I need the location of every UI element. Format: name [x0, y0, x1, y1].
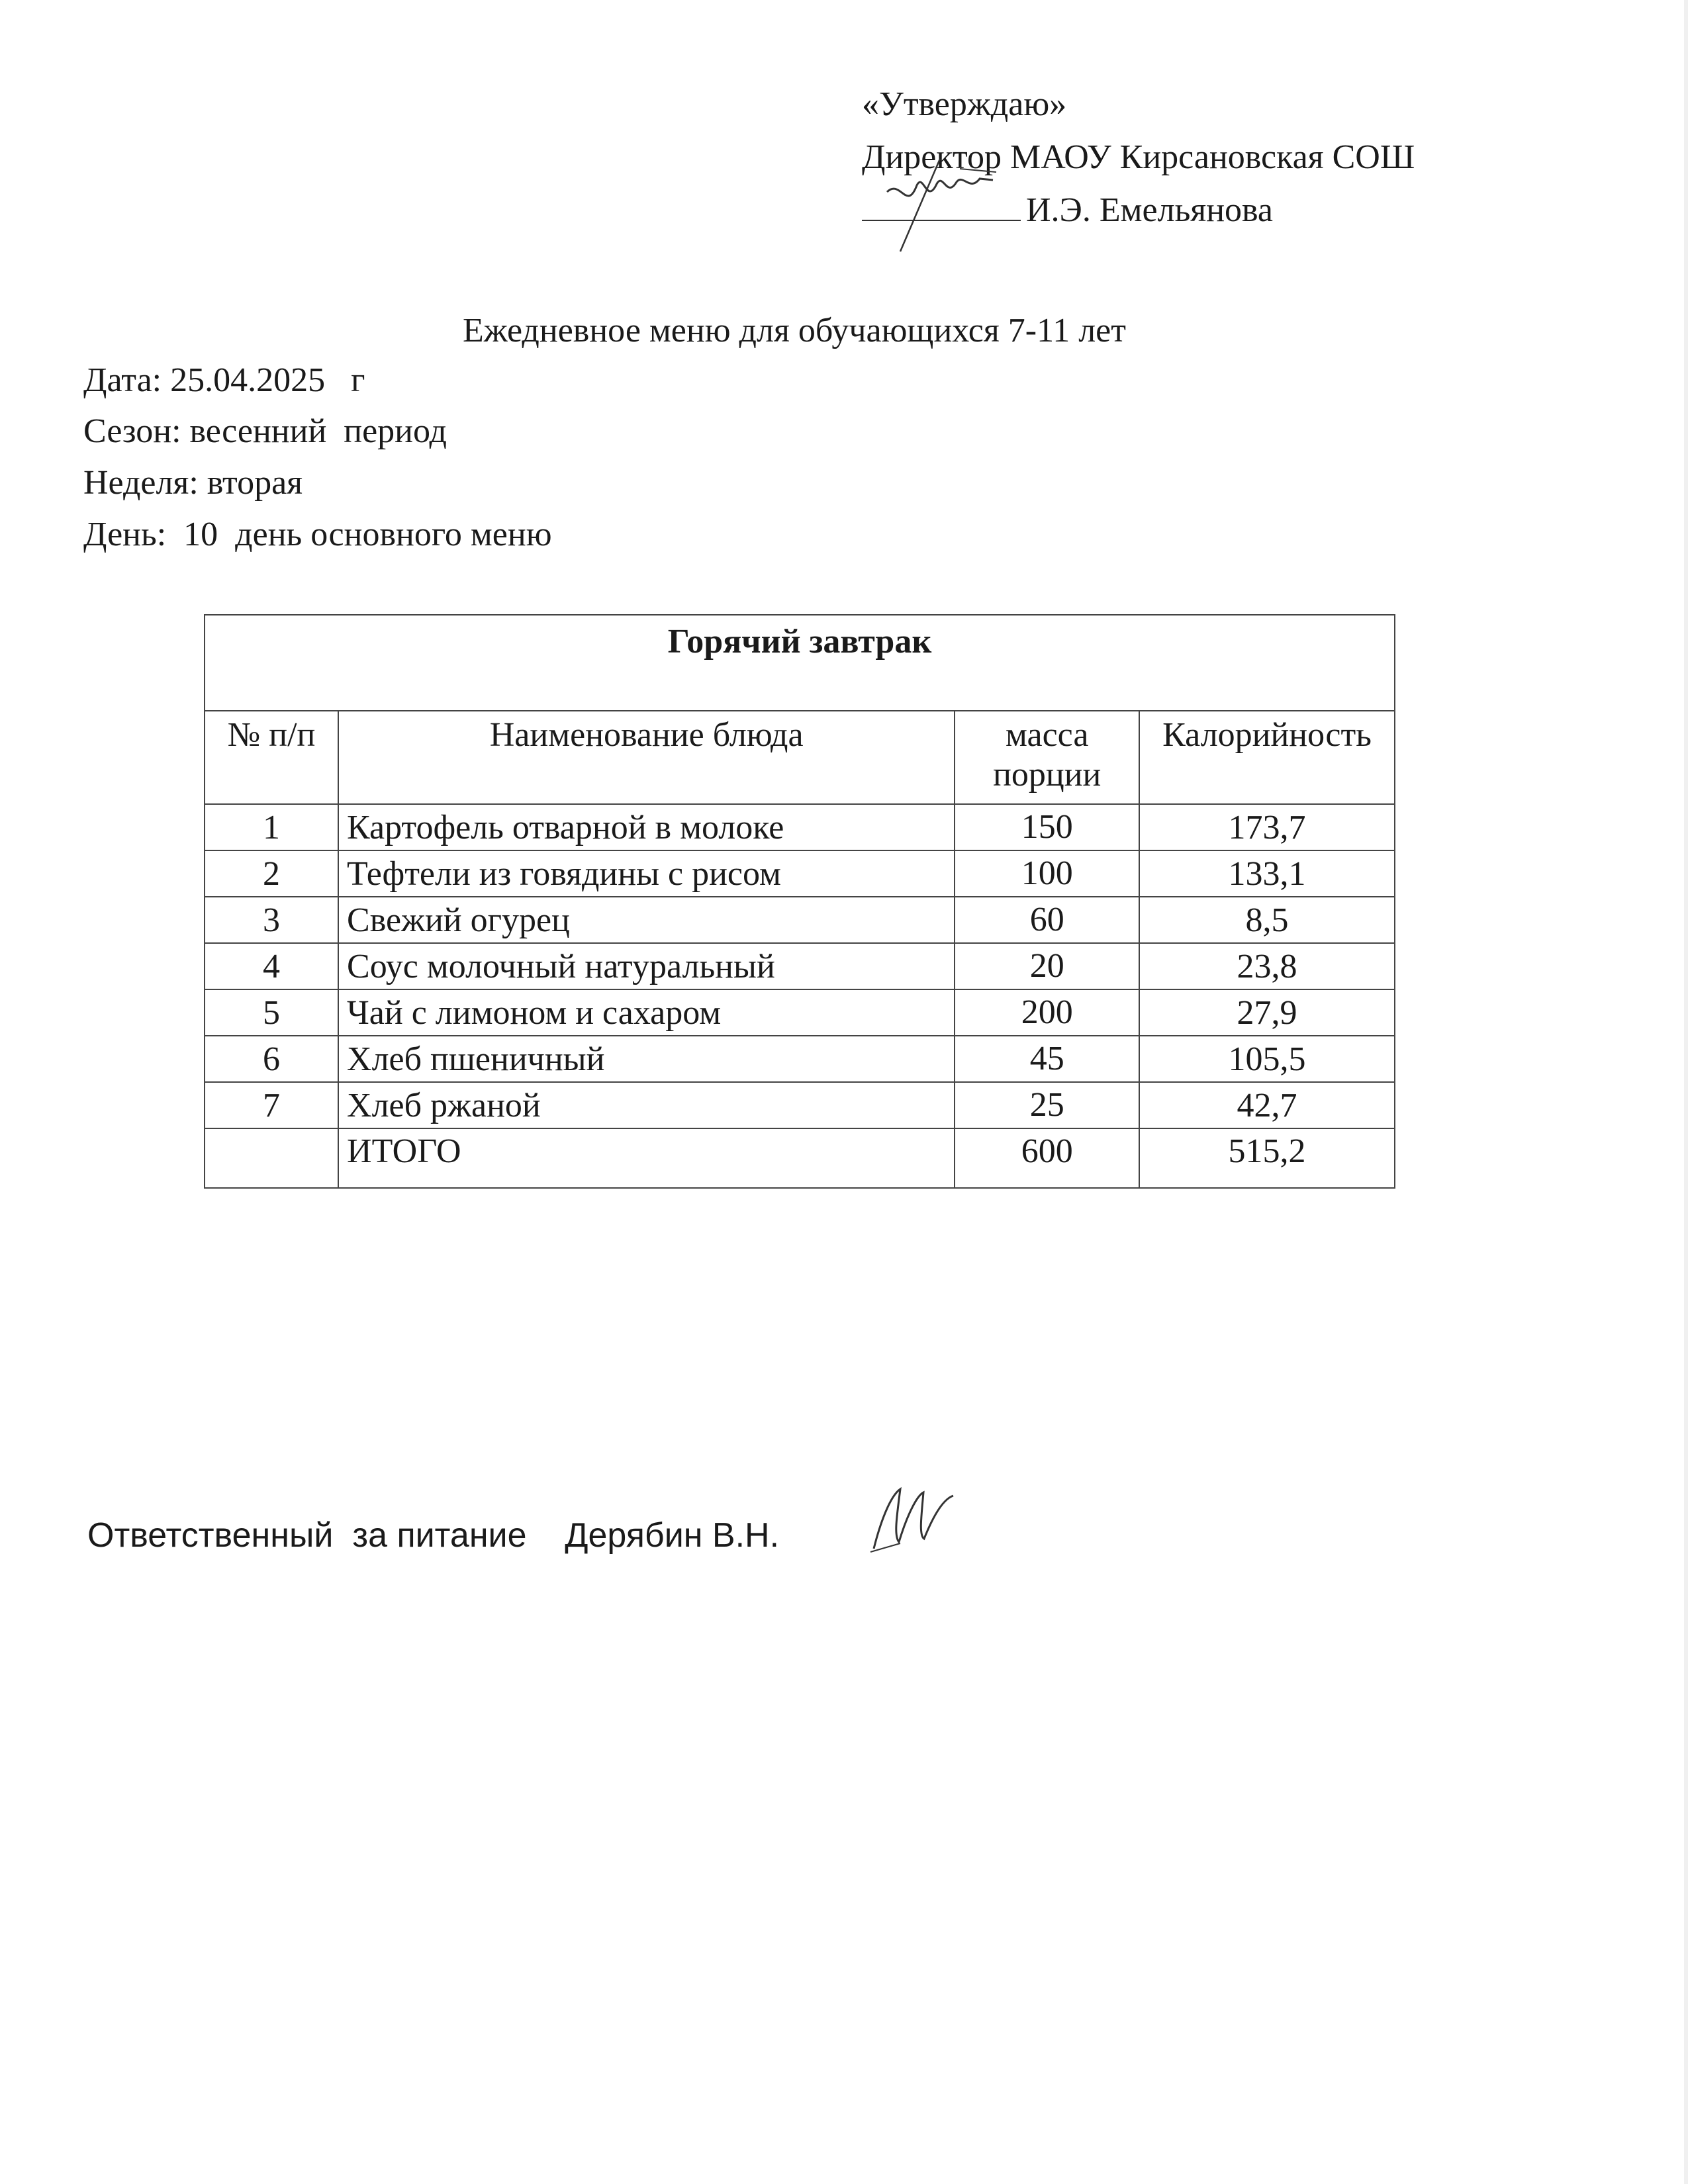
- table-row: [205, 850, 1395, 897]
- menu-table: [204, 614, 1395, 1189]
- row-mass: 45: [955, 1036, 1139, 1082]
- table-row: [205, 1082, 1395, 1128]
- approval-heading: «Утверждаю»: [862, 85, 1067, 123]
- row-mass: 200: [955, 989, 1139, 1036]
- row-num: 2: [205, 850, 338, 897]
- row-kcal: 27,9: [1139, 989, 1395, 1036]
- header-kcal: Калорийность: [1139, 711, 1395, 804]
- row-name: Картофель отварной в молоке: [338, 804, 955, 850]
- day-line: День: 10 день основного меню: [83, 516, 552, 553]
- table-caption: Горячий завтрак: [205, 615, 1395, 711]
- row-mass: 20: [955, 943, 1139, 989]
- header-mass-line2: порции: [993, 756, 1102, 794]
- document-title: Ежедневное меню для обучающихся 7-11 лет: [463, 312, 1126, 349]
- row-kcal: 8,5: [1139, 897, 1395, 943]
- approval-position: Директор МАОУ Кирсановская СОШ: [862, 138, 1415, 176]
- table-row: [205, 989, 1395, 1036]
- row-mass: 100: [955, 850, 1139, 897]
- row-num: 1: [205, 804, 338, 850]
- date-line: Дата: 25.04.2025 г: [83, 361, 365, 399]
- row-name: Тефтели из говядины с рисом: [338, 850, 955, 897]
- scan-edge: [1684, 0, 1688, 2184]
- total-row: [205, 1128, 1395, 1188]
- total-label: ИТОГО: [338, 1128, 955, 1188]
- row-kcal: 105,5: [1139, 1036, 1395, 1082]
- row-num: 5: [205, 989, 338, 1036]
- header-mass-line1: масса: [1005, 716, 1089, 754]
- header-mass: [955, 711, 1139, 804]
- table-header-row: [205, 711, 1395, 804]
- table-row: [205, 1036, 1395, 1082]
- responsible-signature: [861, 1469, 966, 1562]
- row-num: 4: [205, 943, 338, 989]
- table-row: [205, 804, 1395, 850]
- row-mass: 60: [955, 897, 1139, 943]
- row-name: Соус молочный натуральный: [338, 943, 955, 989]
- total-num: [205, 1128, 338, 1188]
- director-signature: [861, 132, 1033, 265]
- table-row: [205, 943, 1395, 989]
- total-kcal: 515,2: [1139, 1128, 1395, 1188]
- header-num: № п/п: [205, 711, 338, 804]
- row-kcal: 133,1: [1139, 850, 1395, 897]
- season-line: Сезон: весенний период: [83, 412, 447, 450]
- row-mass: 25: [955, 1082, 1139, 1128]
- row-name: Свежий огурец: [338, 897, 955, 943]
- row-num: 7: [205, 1082, 338, 1128]
- row-num: 6: [205, 1036, 338, 1082]
- approval-name: И.Э. Емельянова: [1026, 191, 1273, 229]
- total-mass: 600: [955, 1128, 1139, 1188]
- row-kcal: 23,8: [1139, 943, 1395, 989]
- row-name: Чай с лимоном и сахаром: [338, 989, 955, 1036]
- row-num: 3: [205, 897, 338, 943]
- row-name: Хлеб пшеничный: [338, 1036, 955, 1082]
- row-mass: 150: [955, 804, 1139, 850]
- table-row: [205, 897, 1395, 943]
- week-line: Неделя: вторая: [83, 464, 303, 502]
- row-kcal: 42,7: [1139, 1082, 1395, 1128]
- row-kcal: 173,7: [1139, 804, 1395, 850]
- row-name: Хлеб ржаной: [338, 1082, 955, 1128]
- header-name: Наименование блюда: [338, 711, 955, 804]
- responsible-person: Ответственный за питание Дерябин В.Н.: [87, 1516, 780, 1555]
